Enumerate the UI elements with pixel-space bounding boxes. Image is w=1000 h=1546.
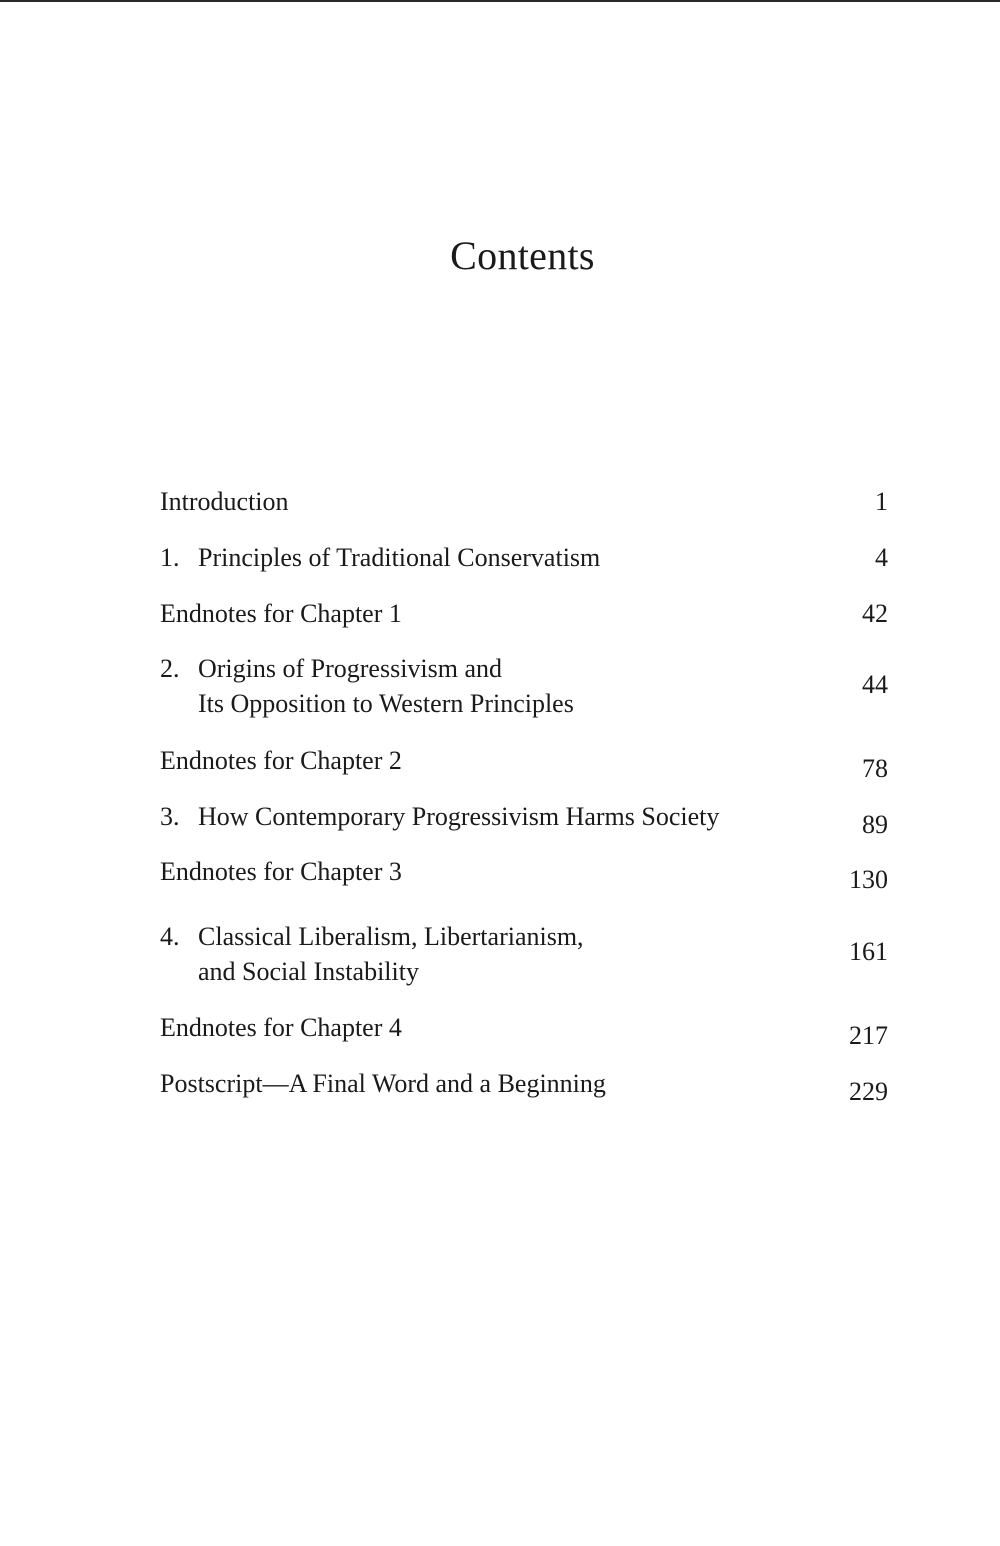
toc-entry-page: 78: [862, 754, 888, 783]
toc-entry-title: How Contemporary Progressivism Harms Society: [198, 802, 720, 831]
toc-entry-title: Endnotes for Chapter 2: [160, 746, 402, 775]
toc-entry-number: 2.: [160, 654, 180, 683]
toc-entry-title: Postscript—A Final Word and a Beginning: [160, 1069, 606, 1098]
toc-entry-page: 229: [849, 1077, 888, 1106]
toc-entry-title: Origins of Progressivism and: [198, 654, 503, 683]
toc-entry-number: 3.: [160, 802, 180, 831]
toc-entry-page: 44: [862, 670, 888, 699]
toc-entry-title-line2: and Social Instability: [198, 957, 419, 986]
toc-entry-page: 161: [849, 937, 888, 966]
toc-entry-title: Classical Liberalism, Libertarianism,: [198, 922, 584, 951]
toc-entry-title: Principles of Traditional Conservatism: [198, 543, 601, 572]
toc-entry-page: 42: [862, 599, 888, 628]
toc-entry-title-line2: Its Opposition to Western Principles: [198, 689, 574, 718]
toc-entry-page: 4: [875, 543, 888, 572]
toc-entry-number: 1.: [160, 543, 180, 572]
toc-entry-page: 217: [849, 1021, 888, 1050]
toc-entry-page: 89: [862, 810, 888, 839]
toc-entry-title: Endnotes for Chapter 1: [160, 599, 402, 628]
toc-entry-title: Endnotes for Chapter 3: [160, 857, 402, 886]
toc-entry-title: Introduction: [160, 487, 289, 516]
toc-entry-page: 1: [875, 487, 888, 516]
toc-entry-page: 130: [849, 865, 888, 894]
toc-entry-number: 4.: [160, 922, 180, 951]
top-border-rule: [0, 0, 1000, 2]
toc-entry-title: Endnotes for Chapter 4: [160, 1013, 402, 1042]
page-title: Contents: [450, 233, 595, 278]
